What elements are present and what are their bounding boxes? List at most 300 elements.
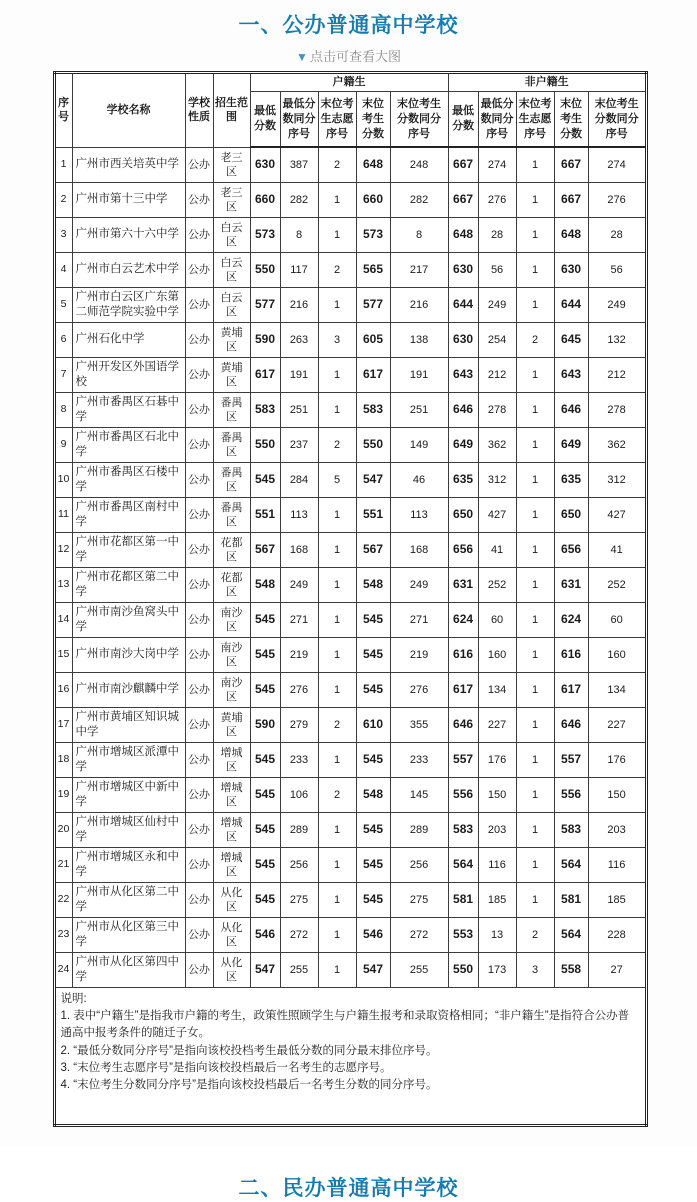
nonreg-min-tie-rank-cell: 427 bbox=[478, 497, 516, 532]
reg-min-tie-rank-cell: 237 bbox=[280, 427, 318, 462]
school-nature-cell: 公办 bbox=[185, 217, 213, 252]
nonreg-last-score-cell: 557 bbox=[554, 742, 588, 777]
enroll-scope-cell: 花都区 bbox=[213, 532, 250, 567]
nonreg-last-tie-rank-cell: 150 bbox=[588, 777, 646, 812]
reg-last-choice-rank-cell: 1 bbox=[318, 742, 356, 777]
reg-min-score-cell: 545 bbox=[250, 602, 280, 637]
reg-last-choice-rank-cell: 1 bbox=[318, 357, 356, 392]
school-row bbox=[54, 812, 646, 847]
reg-min-tie-rank-cell: 117 bbox=[280, 252, 318, 287]
reg-last-score-cell: 547 bbox=[356, 462, 390, 497]
reg-min-tie-rank-cell: 249 bbox=[280, 567, 318, 602]
reg-min-tie-rank-cell: 233 bbox=[280, 742, 318, 777]
seq-cell: 2 bbox=[54, 182, 72, 217]
reg-last-tie-rank-cell: 138 bbox=[390, 322, 448, 357]
school-row bbox=[54, 182, 646, 217]
reg-last-score-cell: 545 bbox=[356, 672, 390, 707]
reg-last-choice-rank-cell: 3 bbox=[318, 322, 356, 357]
school-nature-cell: 公办 bbox=[185, 567, 213, 602]
reg-last-tie-rank-cell: 219 bbox=[390, 637, 448, 672]
nonreg-last-choice-rank-cell: 1 bbox=[516, 882, 554, 917]
nonreg-min-tie-rank-cell: 60 bbox=[478, 602, 516, 637]
reg-last-choice-rank-cell: 1 bbox=[318, 287, 356, 322]
nonreg-last-tie-rank-cell: 278 bbox=[588, 392, 646, 427]
nonreg-last-choice-rank-cell: 3 bbox=[516, 952, 554, 987]
school-nature-cell: 公办 bbox=[185, 357, 213, 392]
school-nature-cell: 公办 bbox=[185, 252, 213, 287]
nonreg-last-tie-rank-cell: 185 bbox=[588, 882, 646, 917]
enroll-scope-cell: 南沙区 bbox=[213, 637, 250, 672]
nonreg-last-choice-rank-cell: 1 bbox=[516, 847, 554, 882]
school-name-cell: 广州市南沙大岗中学 bbox=[72, 637, 185, 672]
school-row bbox=[54, 392, 646, 427]
nonreg-last-choice-rank-cell: 1 bbox=[516, 462, 554, 497]
header-group-nonregistered: 非户籍生 bbox=[448, 73, 646, 92]
seq-cell: 16 bbox=[54, 672, 72, 707]
reg-last-choice-rank-cell: 1 bbox=[318, 532, 356, 567]
nonreg-last-choice-rank-cell: 1 bbox=[516, 182, 554, 217]
reg-last-choice-rank-cell: 2 bbox=[318, 427, 356, 462]
enroll-scope-cell: 老三区 bbox=[213, 182, 250, 217]
note-item-2: 2. “最低分数同分序号”是指向该校投档考生最低分数的同分最末排位序号。 bbox=[60, 1044, 438, 1057]
nonreg-min-score-cell: 646 bbox=[448, 707, 478, 742]
enroll-scope-cell: 从化区 bbox=[213, 952, 250, 987]
reg-min-score-cell: 551 bbox=[250, 497, 280, 532]
nonreg-last-tie-rank-cell: 27 bbox=[588, 952, 646, 987]
nonreg-last-tie-rank-cell: 252 bbox=[588, 567, 646, 602]
reg-last-tie-rank-cell: 249 bbox=[390, 567, 448, 602]
reg-last-tie-rank-cell: 271 bbox=[390, 602, 448, 637]
reg-last-tie-rank-cell: 8 bbox=[390, 217, 448, 252]
nonreg-last-choice-rank-cell: 1 bbox=[516, 742, 554, 777]
nonreg-last-score-cell: 558 bbox=[554, 952, 588, 987]
nonreg-min-tie-rank-cell: 278 bbox=[478, 392, 516, 427]
school-nature-cell: 公办 bbox=[185, 777, 213, 812]
reg-last-tie-rank-cell: 282 bbox=[390, 182, 448, 217]
school-row bbox=[54, 777, 646, 812]
nonreg-min-score-cell: 667 bbox=[448, 182, 478, 217]
reg-last-tie-rank-cell: 275 bbox=[390, 882, 448, 917]
school-name-cell: 广州市南沙麒麟中学 bbox=[72, 672, 185, 707]
school-name-cell: 广州市增城区仙村中学 bbox=[72, 812, 185, 847]
nonreg-last-choice-rank-cell: 2 bbox=[516, 322, 554, 357]
view-larger-label: 点击可查看大图 bbox=[309, 49, 401, 64]
nonreg-min-tie-rank-cell: 116 bbox=[478, 847, 516, 882]
reg-last-tie-rank-cell: 355 bbox=[390, 707, 448, 742]
nonreg-last-score-cell: 667 bbox=[554, 182, 588, 217]
nonreg-last-score-cell: 617 bbox=[554, 672, 588, 707]
reg-min-tie-rank-cell: 255 bbox=[280, 952, 318, 987]
nonreg-last-tie-rank-cell: 28 bbox=[588, 217, 646, 252]
school-nature-cell: 公办 bbox=[185, 742, 213, 777]
nonreg-last-score-cell: 656 bbox=[554, 532, 588, 567]
reg-last-score-cell: 567 bbox=[356, 532, 390, 567]
seq-cell: 7 bbox=[54, 357, 72, 392]
notes-heading: 说明: bbox=[60, 992, 87, 1005]
reg-min-score-cell: 550 bbox=[250, 427, 280, 462]
reg-last-choice-rank-cell: 1 bbox=[318, 847, 356, 882]
school-nature-cell: 公办 bbox=[185, 602, 213, 637]
school-row bbox=[54, 917, 646, 952]
school-row bbox=[54, 637, 646, 672]
nonreg-last-score-cell: 644 bbox=[554, 287, 588, 322]
nonreg-last-choice-rank-cell: 1 bbox=[516, 217, 554, 252]
enroll-scope-cell: 番禺区 bbox=[213, 497, 250, 532]
nonreg-min-tie-rank-cell: 173 bbox=[478, 952, 516, 987]
reg-min-score-cell: 545 bbox=[250, 742, 280, 777]
reg-last-score-cell: 551 bbox=[356, 497, 390, 532]
seq-cell: 14 bbox=[54, 602, 72, 637]
nonreg-last-score-cell: 635 bbox=[554, 462, 588, 497]
nonreg-min-score-cell: 624 bbox=[448, 602, 478, 637]
reg-last-score-cell: 550 bbox=[356, 427, 390, 462]
nonreg-min-tie-rank-cell: 28 bbox=[478, 217, 516, 252]
reg-min-score-cell: 545 bbox=[250, 847, 280, 882]
reg-last-choice-rank-cell: 1 bbox=[318, 672, 356, 707]
seq-cell: 23 bbox=[54, 917, 72, 952]
nonreg-last-tie-rank-cell: 56 bbox=[588, 252, 646, 287]
school-name-cell: 广州市番禺区石楼中学 bbox=[72, 462, 185, 497]
seq-cell: 10 bbox=[54, 462, 72, 497]
nonreg-min-score-cell: 630 bbox=[448, 322, 478, 357]
school-name-cell: 广州市花都区第一中学 bbox=[72, 532, 185, 567]
school-row bbox=[54, 252, 646, 287]
nonreg-last-tie-rank-cell: 41 bbox=[588, 532, 646, 567]
school-row bbox=[54, 952, 646, 987]
header-reg-min-score: 最低分数 bbox=[250, 91, 280, 147]
nonreg-last-score-cell: 556 bbox=[554, 777, 588, 812]
school-nature-cell: 公办 bbox=[185, 182, 213, 217]
reg-min-score-cell: 577 bbox=[250, 287, 280, 322]
reg-min-tie-rank-cell: 282 bbox=[280, 182, 318, 217]
seq-cell: 5 bbox=[54, 287, 72, 322]
reg-last-score-cell: 545 bbox=[356, 882, 390, 917]
nonreg-last-score-cell: 630 bbox=[554, 252, 588, 287]
nonreg-min-tie-rank-cell: 249 bbox=[478, 287, 516, 322]
reg-min-score-cell: 617 bbox=[250, 357, 280, 392]
nonreg-min-tie-rank-cell: 134 bbox=[478, 672, 516, 707]
seq-cell: 1 bbox=[54, 147, 72, 182]
reg-last-choice-rank-cell: 1 bbox=[318, 392, 356, 427]
seq-cell: 3 bbox=[54, 217, 72, 252]
reg-last-score-cell: 545 bbox=[356, 812, 390, 847]
nonreg-last-choice-rank-cell: 1 bbox=[516, 357, 554, 392]
nonreg-last-tie-rank-cell: 160 bbox=[588, 637, 646, 672]
school-nature-cell: 公办 bbox=[185, 672, 213, 707]
nonreg-min-tie-rank-cell: 362 bbox=[478, 427, 516, 462]
school-name-cell: 广州市从化区第二中学 bbox=[72, 882, 185, 917]
reg-min-score-cell: 545 bbox=[250, 882, 280, 917]
nonreg-last-score-cell: 616 bbox=[554, 637, 588, 672]
reg-last-tie-rank-cell: 149 bbox=[390, 427, 448, 462]
reg-last-score-cell: 648 bbox=[356, 147, 390, 182]
notes-block bbox=[54, 987, 646, 1126]
school-row bbox=[54, 742, 646, 777]
enroll-scope-cell: 白云区 bbox=[213, 287, 250, 322]
nonreg-last-tie-rank-cell: 228 bbox=[588, 917, 646, 952]
nonreg-min-tie-rank-cell: 274 bbox=[478, 147, 516, 182]
reg-min-tie-rank-cell: 279 bbox=[280, 707, 318, 742]
header-reg-last-tie-rank: 末位考生分数同分序号 bbox=[390, 91, 448, 147]
reg-last-choice-rank-cell: 1 bbox=[318, 182, 356, 217]
reg-last-choice-rank-cell: 5 bbox=[318, 462, 356, 497]
reg-last-tie-rank-cell: 217 bbox=[390, 252, 448, 287]
header-school-name: 学校名称 bbox=[72, 73, 185, 148]
nonreg-last-score-cell: 646 bbox=[554, 392, 588, 427]
nonreg-min-score-cell: 616 bbox=[448, 637, 478, 672]
nonreg-min-tie-rank-cell: 13 bbox=[478, 917, 516, 952]
nonreg-min-tie-rank-cell: 176 bbox=[478, 742, 516, 777]
nonreg-min-score-cell: 650 bbox=[448, 497, 478, 532]
nonreg-last-choice-rank-cell: 1 bbox=[516, 287, 554, 322]
page-title: 一、公办普通高中学校 bbox=[238, 14, 459, 37]
seq-cell: 21 bbox=[54, 847, 72, 882]
reg-min-tie-rank-cell: 271 bbox=[280, 602, 318, 637]
seq-cell: 24 bbox=[54, 952, 72, 987]
reg-min-tie-rank-cell: 289 bbox=[280, 812, 318, 847]
reg-last-choice-rank-cell: 1 bbox=[318, 917, 356, 952]
school-name-cell: 广州石化中学 bbox=[72, 322, 185, 357]
school-name-cell: 广州市增城区中新中学 bbox=[72, 777, 185, 812]
reg-min-score-cell: 545 bbox=[250, 672, 280, 707]
school-nature-cell: 公办 bbox=[185, 497, 213, 532]
school-row bbox=[54, 602, 646, 637]
header-nonreg-last-tie-rank: 末位考生分数同分序号 bbox=[588, 91, 646, 147]
nonreg-last-score-cell: 667 bbox=[554, 147, 588, 182]
school-nature-cell: 公办 bbox=[185, 427, 213, 462]
nonreg-min-tie-rank-cell: 41 bbox=[478, 532, 516, 567]
school-name-cell: 广州市第六十六中学 bbox=[72, 217, 185, 252]
note-item-3: 3. “末位考生志愿序号”是指向该校投档最后一名考生的志愿序号。 bbox=[60, 1061, 392, 1074]
reg-min-score-cell: 545 bbox=[250, 637, 280, 672]
reg-last-tie-rank-cell: 289 bbox=[390, 812, 448, 847]
reg-last-tie-rank-cell: 272 bbox=[390, 917, 448, 952]
nonreg-min-tie-rank-cell: 276 bbox=[478, 182, 516, 217]
nonreg-min-tie-rank-cell: 312 bbox=[478, 462, 516, 497]
nonreg-last-choice-rank-cell: 1 bbox=[516, 532, 554, 567]
school-row bbox=[54, 532, 646, 567]
school-name-cell: 广州市南沙鱼窝头中学 bbox=[72, 602, 185, 637]
nonreg-min-score-cell: 646 bbox=[448, 392, 478, 427]
reg-last-choice-rank-cell: 2 bbox=[318, 252, 356, 287]
school-row bbox=[54, 882, 646, 917]
school-row bbox=[54, 847, 646, 882]
nonreg-min-score-cell: 644 bbox=[448, 287, 478, 322]
reg-min-tie-rank-cell: 106 bbox=[280, 777, 318, 812]
school-row bbox=[54, 497, 646, 532]
nonreg-last-choice-rank-cell: 1 bbox=[516, 602, 554, 637]
nonreg-min-score-cell: 556 bbox=[448, 777, 478, 812]
reg-last-tie-rank-cell: 46 bbox=[390, 462, 448, 497]
nonreg-min-score-cell: 564 bbox=[448, 847, 478, 882]
seq-cell: 12 bbox=[54, 532, 72, 567]
reg-last-score-cell: 548 bbox=[356, 777, 390, 812]
nonreg-min-score-cell: 643 bbox=[448, 357, 478, 392]
seq-cell: 19 bbox=[54, 777, 72, 812]
reg-min-tie-rank-cell: 191 bbox=[280, 357, 318, 392]
reg-min-tie-rank-cell: 276 bbox=[280, 672, 318, 707]
seq-cell: 11 bbox=[54, 497, 72, 532]
view-larger-link[interactable] bbox=[0, 46, 697, 65]
seq-cell: 13 bbox=[54, 567, 72, 602]
reg-last-score-cell: 583 bbox=[356, 392, 390, 427]
school-row bbox=[54, 322, 646, 357]
school-nature-cell: 公办 bbox=[185, 322, 213, 357]
seq-cell: 8 bbox=[54, 392, 72, 427]
school-name-cell: 广州市从化区第三中学 bbox=[72, 917, 185, 952]
nonreg-min-tie-rank-cell: 56 bbox=[478, 252, 516, 287]
nonreg-min-score-cell: 553 bbox=[448, 917, 478, 952]
enroll-scope-cell: 黄埔区 bbox=[213, 322, 250, 357]
reg-last-tie-rank-cell: 255 bbox=[390, 952, 448, 987]
school-name-cell: 广州市第十三中学 bbox=[72, 182, 185, 217]
nonreg-min-score-cell: 550 bbox=[448, 952, 478, 987]
reg-last-tie-rank-cell: 251 bbox=[390, 392, 448, 427]
header-reg-last-choice-rank: 末位考生志愿序号 bbox=[318, 91, 356, 147]
nonreg-min-score-cell: 557 bbox=[448, 742, 478, 777]
nonreg-min-score-cell: 630 bbox=[448, 252, 478, 287]
header-nonreg-min-tie-rank: 最低分数同分序号 bbox=[478, 91, 516, 147]
reg-last-choice-rank-cell: 2 bbox=[318, 147, 356, 182]
reg-min-tie-rank-cell: 263 bbox=[280, 322, 318, 357]
reg-min-tie-rank-cell: 8 bbox=[280, 217, 318, 252]
reg-last-score-cell: 577 bbox=[356, 287, 390, 322]
reg-min-score-cell: 590 bbox=[250, 322, 280, 357]
nonreg-last-tie-rank-cell: 249 bbox=[588, 287, 646, 322]
school-nature-cell: 公办 bbox=[185, 952, 213, 987]
school-name-cell: 广州市西关培英中学 bbox=[72, 147, 185, 182]
reg-min-tie-rank-cell: 219 bbox=[280, 637, 318, 672]
reg-last-score-cell: 545 bbox=[356, 847, 390, 882]
reg-last-score-cell: 548 bbox=[356, 567, 390, 602]
reg-last-tie-rank-cell: 145 bbox=[390, 777, 448, 812]
header-nonreg-min-score: 最低分数 bbox=[448, 91, 478, 147]
school-name-cell: 广州市增城区派潭中学 bbox=[72, 742, 185, 777]
school-nature-cell: 公办 bbox=[185, 707, 213, 742]
reg-last-score-cell: 546 bbox=[356, 917, 390, 952]
reg-last-choice-rank-cell: 1 bbox=[318, 567, 356, 602]
header-nonreg-last-choice-rank: 末位考生志愿序号 bbox=[516, 91, 554, 147]
nonreg-last-choice-rank-cell: 1 bbox=[516, 392, 554, 427]
seq-cell: 17 bbox=[54, 707, 72, 742]
nonreg-last-score-cell: 624 bbox=[554, 602, 588, 637]
nonreg-last-score-cell: 564 bbox=[554, 847, 588, 882]
reg-min-tie-rank-cell: 251 bbox=[280, 392, 318, 427]
school-name-cell: 广州市增城区永和中学 bbox=[72, 847, 185, 882]
school-nature-cell: 公办 bbox=[185, 462, 213, 497]
enroll-scope-cell: 增城区 bbox=[213, 812, 250, 847]
school-row bbox=[54, 147, 646, 182]
nonreg-min-tie-rank-cell: 185 bbox=[478, 882, 516, 917]
reg-min-score-cell: 545 bbox=[250, 462, 280, 497]
nonreg-last-tie-rank-cell: 203 bbox=[588, 812, 646, 847]
school-row bbox=[54, 567, 646, 602]
nonreg-last-tie-rank-cell: 212 bbox=[588, 357, 646, 392]
seq-cell: 18 bbox=[54, 742, 72, 777]
reg-last-score-cell: 545 bbox=[356, 637, 390, 672]
school-name-cell: 广州市黄埔区知识城中学 bbox=[72, 707, 185, 742]
reg-last-choice-rank-cell: 1 bbox=[318, 602, 356, 637]
reg-min-tie-rank-cell: 256 bbox=[280, 847, 318, 882]
enroll-scope-cell: 白云区 bbox=[213, 252, 250, 287]
enroll-scope-cell: 花都区 bbox=[213, 567, 250, 602]
nonreg-min-score-cell: 635 bbox=[448, 462, 478, 497]
reg-min-score-cell: 548 bbox=[250, 567, 280, 602]
triangle-down-icon: ▼ bbox=[296, 50, 308, 64]
reg-last-tie-rank-cell: 248 bbox=[390, 147, 448, 182]
reg-min-score-cell: 573 bbox=[250, 217, 280, 252]
nonreg-min-tie-rank-cell: 160 bbox=[478, 637, 516, 672]
school-nature-cell: 公办 bbox=[185, 147, 213, 182]
nonreg-last-tie-rank-cell: 60 bbox=[588, 602, 646, 637]
header-enroll-scope: 招生范围 bbox=[213, 73, 250, 148]
nonreg-last-choice-rank-cell: 1 bbox=[516, 707, 554, 742]
school-nature-cell: 公办 bbox=[185, 847, 213, 882]
nonreg-last-tie-rank-cell: 362 bbox=[588, 427, 646, 462]
school-row bbox=[54, 217, 646, 252]
nonreg-min-score-cell: 581 bbox=[448, 882, 478, 917]
nonreg-min-score-cell: 583 bbox=[448, 812, 478, 847]
nonreg-min-tie-rank-cell: 203 bbox=[478, 812, 516, 847]
seq-cell: 15 bbox=[54, 637, 72, 672]
nonreg-last-tie-rank-cell: 116 bbox=[588, 847, 646, 882]
nonreg-last-tie-rank-cell: 427 bbox=[588, 497, 646, 532]
reg-last-choice-rank-cell: 1 bbox=[318, 812, 356, 847]
reg-last-choice-rank-cell: 1 bbox=[318, 952, 356, 987]
school-row bbox=[54, 357, 646, 392]
nonreg-min-score-cell: 648 bbox=[448, 217, 478, 252]
seq-cell: 4 bbox=[54, 252, 72, 287]
school-name-cell: 广州市白云艺术中学 bbox=[72, 252, 185, 287]
nonreg-last-choice-rank-cell: 1 bbox=[516, 252, 554, 287]
school-name-cell: 广州市从化区第四中学 bbox=[72, 952, 185, 987]
seq-cell: 22 bbox=[54, 882, 72, 917]
reg-last-choice-rank-cell: 1 bbox=[318, 882, 356, 917]
reg-last-score-cell: 573 bbox=[356, 217, 390, 252]
nonreg-last-score-cell: 583 bbox=[554, 812, 588, 847]
nonreg-min-score-cell: 631 bbox=[448, 567, 478, 602]
nonreg-min-tie-rank-cell: 254 bbox=[478, 322, 516, 357]
next-section-title: 二、民办普通高中学校 bbox=[238, 1177, 459, 1201]
enroll-scope-cell: 番禺区 bbox=[213, 462, 250, 497]
reg-last-choice-rank-cell: 2 bbox=[318, 777, 356, 812]
nonreg-min-tie-rank-cell: 227 bbox=[478, 707, 516, 742]
nonreg-last-choice-rank-cell: 1 bbox=[516, 812, 554, 847]
school-nature-cell: 公办 bbox=[185, 392, 213, 427]
school-nature-cell: 公办 bbox=[185, 812, 213, 847]
school-nature-cell: 公办 bbox=[185, 882, 213, 917]
reg-min-tie-rank-cell: 284 bbox=[280, 462, 318, 497]
header-nonreg-last-score: 末位考生分数 bbox=[554, 91, 588, 147]
reg-min-tie-rank-cell: 272 bbox=[280, 917, 318, 952]
header-school-nature: 学校性质 bbox=[185, 73, 213, 148]
reg-last-score-cell: 547 bbox=[356, 952, 390, 987]
reg-min-score-cell: 546 bbox=[250, 917, 280, 952]
nonreg-last-tie-rank-cell: 274 bbox=[588, 147, 646, 182]
school-name-cell: 广州市番禺区石北中学 bbox=[72, 427, 185, 462]
seq-cell: 9 bbox=[54, 427, 72, 462]
nonreg-last-choice-rank-cell: 1 bbox=[516, 777, 554, 812]
enroll-scope-cell: 增城区 bbox=[213, 847, 250, 882]
reg-min-tie-rank-cell: 275 bbox=[280, 882, 318, 917]
reg-last-score-cell: 605 bbox=[356, 322, 390, 357]
enroll-scope-cell: 老三区 bbox=[213, 147, 250, 182]
school-name-cell: 广州市番禺区石碁中学 bbox=[72, 392, 185, 427]
reg-last-tie-rank-cell: 216 bbox=[390, 287, 448, 322]
nonreg-min-score-cell: 649 bbox=[448, 427, 478, 462]
nonreg-last-score-cell: 649 bbox=[554, 427, 588, 462]
reg-last-choice-rank-cell: 2 bbox=[318, 707, 356, 742]
